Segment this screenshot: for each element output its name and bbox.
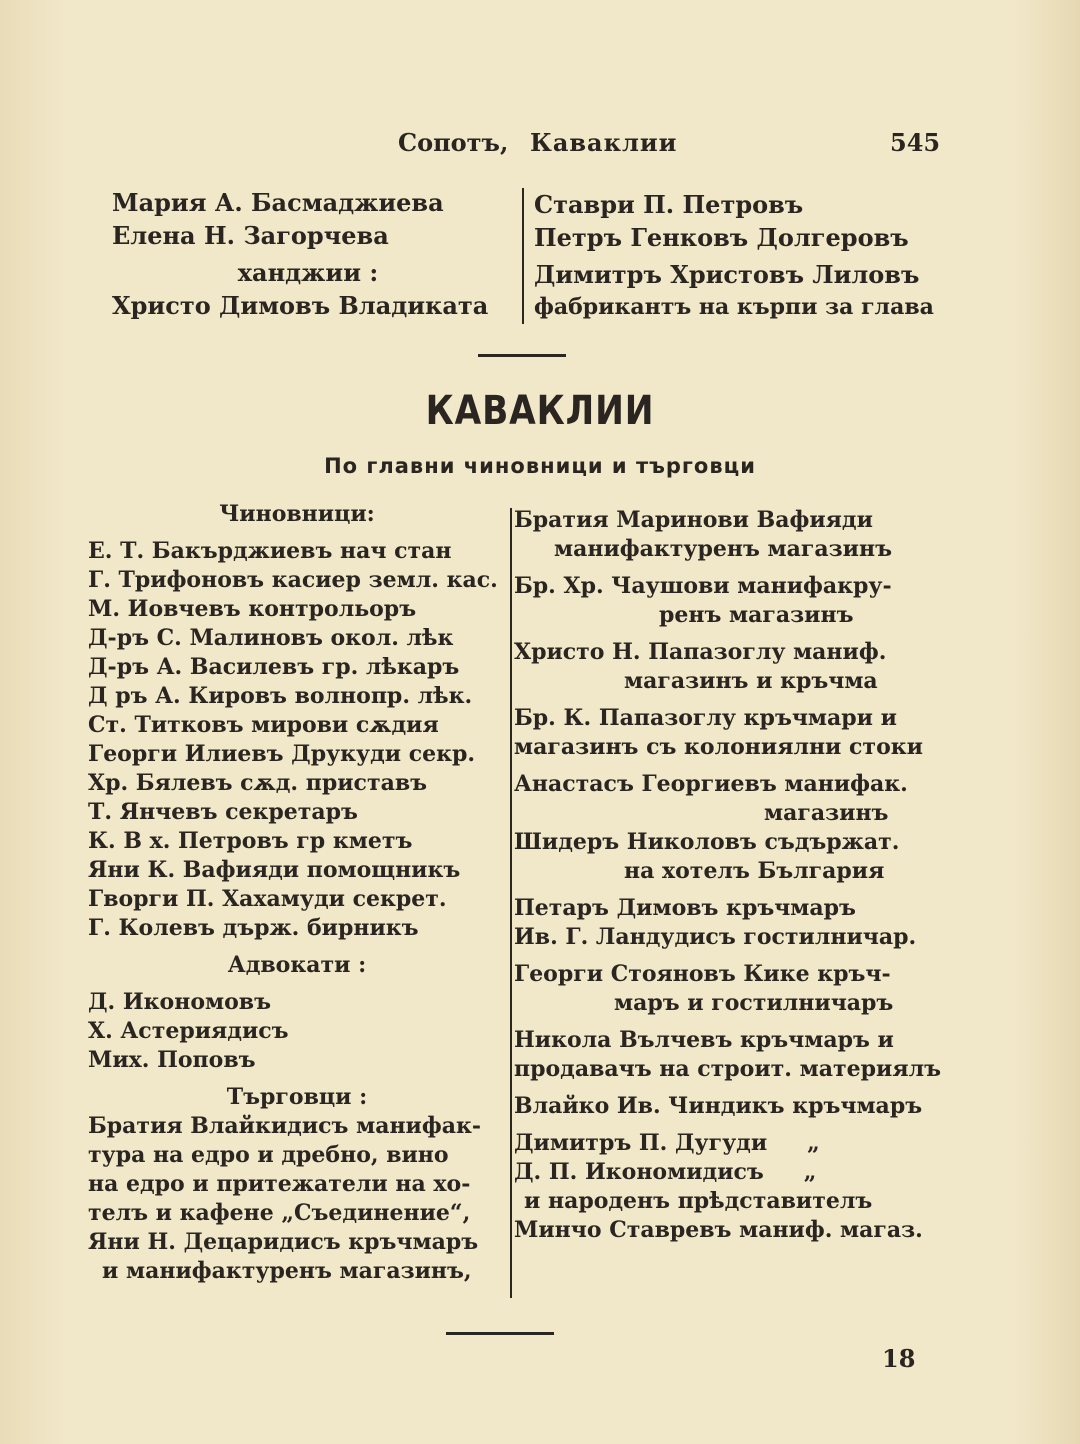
- official-entry: Гворги П. Хахамуди секрет.: [88, 886, 447, 912]
- entry-line: Димитръ Христовъ Лиловъ: [534, 260, 920, 289]
- entry-line: фабрикантъ на кърпи за глава: [534, 294, 934, 320]
- merchant-entry-first: Анастасъ Георгиевъ манифак.: [514, 771, 908, 797]
- merchant-entry: Минчо Ставревъ маниф. магаз.: [514, 1217, 923, 1243]
- official-entry: Георги Илиевъ Друкуди секр.: [88, 741, 476, 767]
- entry-line: Петръ Генковъ Долгеровъ: [534, 223, 909, 252]
- merchants-heading: Търговци :: [226, 1084, 368, 1110]
- official-entry: Д-ръ А. Василевъ гр. лѣкаръ: [88, 654, 460, 680]
- official-entry: К. В х. Петровъ гр кметъ: [88, 828, 413, 854]
- merchant-entry-first: Георги Стояновъ Кике кръч-: [514, 961, 891, 987]
- merchant-entry-first: Петаръ Димовъ кръчмаръ: [514, 895, 856, 921]
- merchant-entry-rest: магазинъ и кръчма: [624, 668, 878, 694]
- merchant-entry-rest: магазинъ: [764, 800, 889, 826]
- section-subtitle: По главни чиновници и търговци: [324, 454, 756, 478]
- merchant-line: тура на едро и дребно, вино: [88, 1142, 449, 1168]
- merchant-line: на едро и притежатели на хо-: [88, 1171, 471, 1197]
- merchant-entry-first: Христо Н. Папазоглу маниф.: [514, 639, 887, 665]
- lawyers-heading: Адвокати :: [227, 952, 367, 978]
- merchant-line: и манифактуренъ магазинъ,: [102, 1258, 472, 1284]
- official-entry: Г. Колевъ държ. бирникъ: [88, 915, 419, 941]
- official-entry: Д-ръ С. Малиновъ окол. лѣк: [88, 625, 454, 651]
- official-entry: Ст. Титковъ мирови сѫдия: [88, 712, 439, 738]
- merchant-entry-first: Бр. Хр. Чаушови манифакру-: [514, 573, 892, 599]
- running-head-page-number: 545: [890, 128, 941, 157]
- merchant-line: Братия Влайкидисъ манифак-: [88, 1113, 481, 1139]
- section-title: КАВАКЛИИ: [425, 388, 655, 434]
- entry-line: Ставри П. Петровъ: [534, 190, 804, 219]
- merchant-entry-rest: маръ и гостилничаръ: [614, 990, 894, 1016]
- ditto-mark: „: [807, 1130, 820, 1156]
- left-column: [88, 500, 506, 1286]
- merchant-entry: [514, 1158, 944, 1187]
- ditto-mark: „: [803, 1159, 817, 1185]
- merchant-line: Яни Н. Децаридисъ кръчмаръ: [88, 1229, 479, 1255]
- lawyer-entry: Х. Астериядисъ: [88, 1018, 289, 1044]
- running-head-section: Каваклии: [530, 128, 678, 157]
- section-separator: [478, 354, 566, 357]
- right-column: [514, 506, 944, 1245]
- merchant-entry-first: Братия Маринови Вафияди: [514, 507, 873, 533]
- top-block-right-column: [534, 188, 954, 324]
- official-entry: Хр. Бялевъ сѫд. приставъ: [88, 770, 427, 796]
- officials-heading: Чиновници:: [219, 501, 375, 527]
- merchant-entry-rest: на хотелъ България: [624, 858, 885, 884]
- bottom-separator: [446, 1332, 554, 1335]
- merchant-entry-rest: магазинъ съ колониялни стоки: [514, 734, 923, 760]
- lawyer-entry: Д. Икономовъ: [88, 989, 271, 1015]
- top-block-left-column: [112, 186, 504, 322]
- merchant-entry-first: Никола Вълчевъ кръчмаръ и: [514, 1027, 894, 1053]
- category-heading: ханджии :: [237, 258, 379, 287]
- official-entry: Д ръ А. Кировъ волнопр. лѣк.: [88, 683, 473, 709]
- official-entry: Яни К. Вафияди помощникъ: [88, 857, 461, 883]
- column-divider: [522, 188, 524, 324]
- entry-line: Елена Н. Загорчева: [112, 221, 389, 250]
- merchant-name: Димитръ П. Дугуди: [514, 1130, 768, 1156]
- official-entry: Т. Янчевъ секретаръ: [88, 799, 358, 825]
- merchant-entry-rest: манифактуренъ магазинъ: [554, 536, 892, 562]
- running-head-place: Сопотъ,: [398, 128, 509, 157]
- merchant-entry: и народенъ прѣдставителъ: [524, 1188, 873, 1214]
- official-entry: Г. Трифоновъ касиер земл. кас.: [88, 567, 498, 593]
- merchant-line: телъ и кафене „Съединение“,: [88, 1200, 471, 1226]
- merchant-entry: [514, 1129, 944, 1158]
- merchant-entry-first: Бр. К. Папазоглу кръчмари и: [514, 705, 897, 731]
- column-divider: [510, 508, 512, 1298]
- official-entry: Е. Т. Бакърджиевъ нач стан: [88, 538, 452, 564]
- merchant-entry: Влайко Ив. Чиндикъ кръчмаръ: [514, 1093, 923, 1119]
- lawyer-entry: Мих. Поповъ: [88, 1047, 256, 1073]
- entry-line: Христо Димовъ Владиката: [112, 291, 489, 320]
- merchant-entry-first: Шидеръ Николовъ съдържат.: [514, 829, 900, 855]
- merchant-name: Д. П. Икономидисъ: [514, 1159, 764, 1185]
- official-entry: М. Иовчевъ контрольоръ: [88, 596, 417, 622]
- merchant-entry-rest: Ив. Г. Ландудисъ гостилничар.: [514, 924, 917, 950]
- folio-number: 18: [882, 1344, 916, 1373]
- merchant-entry-rest: ренъ магазинъ: [659, 602, 854, 628]
- merchant-entry-rest: продавачъ на строит. материялъ: [514, 1056, 941, 1082]
- entry-line: Мария А. Басмаджиева: [112, 188, 444, 217]
